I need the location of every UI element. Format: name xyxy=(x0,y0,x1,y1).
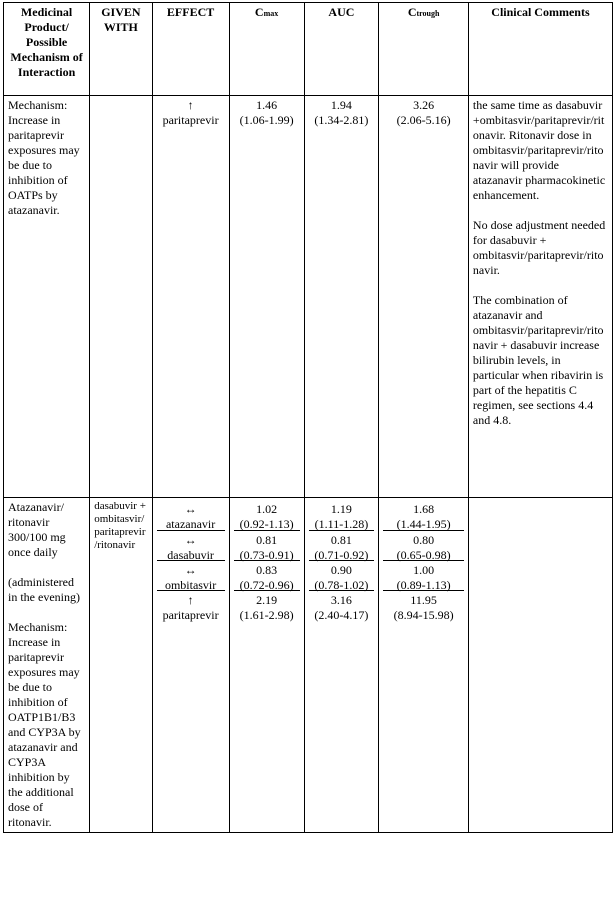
row2-effect-column xyxy=(152,498,229,833)
row2-cmax-dasabuvir xyxy=(234,530,300,560)
ctrough-ci: (0.65-0.98) xyxy=(396,548,451,562)
auc-ci: (0.71-0.92) xyxy=(314,548,369,562)
row2-effect-paritaprevir xyxy=(157,590,225,625)
row1-ctrough-value: 3.26 xyxy=(413,98,435,112)
header-cmax-main: C xyxy=(254,5,264,19)
ctrough-value: 11.95 xyxy=(410,593,437,607)
row1-auc-ci: (1.34-2.81) xyxy=(314,113,369,127)
row2-cmax-column xyxy=(229,498,304,833)
row2-auc-dasabuvir xyxy=(309,530,375,560)
auc-ci: (2.40-4.17) xyxy=(314,608,369,622)
table-row xyxy=(4,498,613,833)
row1-given-with xyxy=(90,96,152,498)
header-ctrough-sub: trough xyxy=(416,9,440,18)
header-effect: EFFECT xyxy=(152,3,229,96)
row2-product xyxy=(4,498,90,833)
header-auc: AUC xyxy=(304,3,379,96)
effect-drug: atazanavir xyxy=(165,517,216,531)
row2-effect-ombitasvir xyxy=(157,560,225,590)
row2-cmax-atazanavir xyxy=(234,500,300,530)
row1-effect-arrow: ↑ xyxy=(187,98,194,112)
row2-given-with: dasabuvir + ombitasvir/paritaprevir/ritonavir xyxy=(90,498,152,833)
header-given-with: GIVEN WITH xyxy=(90,3,152,96)
row1-ctrough-ci: (2.06-5.16) xyxy=(396,113,451,127)
row2-mechanism: Mechanism: Increase in paritaprevir exposures may be due to inhibition of OATP1B1/B3 and CYP3A by atazanavir and CYP3A inhibition by the additional dose of ritonavir. xyxy=(8,620,81,829)
header-ctrough-main: C xyxy=(407,5,417,19)
cmax-ci: (0.92-1.13) xyxy=(239,517,294,531)
auc-ci: (0.78-1.02) xyxy=(314,578,369,592)
effect-drug: dasabuvir xyxy=(167,548,214,562)
row1-cmax xyxy=(229,96,304,498)
row1-effect xyxy=(152,96,229,498)
header-medicinal-product: Medicinal Product/ Possible Mechanism of Interaction xyxy=(4,3,90,96)
effect-arrow: ↔ xyxy=(184,533,197,547)
row1-comment-3: The combination of atazanavir and ombitasvir/paritaprevir/ritonavir + dasabuvir increase bilirubin levels, in particular when ribavirin is part of the hepatitis C regimen, see sections 4.4 and 4.8. xyxy=(472,293,604,427)
cmax-value: 0.81 xyxy=(256,533,278,547)
row2-ctrough-ombitasvir xyxy=(383,560,464,590)
cmax-value: 2.19 xyxy=(256,593,278,607)
row2-auc-paritaprevir xyxy=(309,590,375,625)
row2-clinical-comments xyxy=(468,498,612,833)
effect-arrow: ↑ xyxy=(187,593,194,607)
row2-auc-column xyxy=(304,498,379,833)
ctrough-value: 1.00 xyxy=(413,563,435,577)
row2-ctrough-dasabuvir xyxy=(383,530,464,560)
row2-cmax-paritaprevir xyxy=(234,590,300,625)
row2-product-name: Atazanavir/ ritonavir 300/100 mg once daily xyxy=(8,500,66,559)
cmax-ci: (1.61-2.98) xyxy=(239,608,294,622)
header-ctrough xyxy=(379,3,469,96)
row1-cmax-ci: (1.06-1.99) xyxy=(239,113,294,127)
auc-value: 1.19 xyxy=(330,502,352,516)
row2-ctrough-atazanavir xyxy=(383,500,464,530)
row2-effect-dasabuvir xyxy=(157,530,225,560)
effect-drug: paritaprevir xyxy=(162,608,219,622)
ctrough-ci: (8.94-15.98) xyxy=(393,608,454,622)
auc-value: 3.16 xyxy=(330,593,352,607)
row1-auc xyxy=(304,96,379,498)
effect-drug: ombitasvir xyxy=(164,578,217,592)
ctrough-value: 1.68 xyxy=(413,502,435,516)
row2-auc-ombitasvir xyxy=(309,560,375,590)
header-cmax xyxy=(229,3,304,96)
table-row xyxy=(4,96,613,498)
effect-arrow: ↔ xyxy=(184,502,197,516)
cmax-value: 1.02 xyxy=(256,502,278,516)
row1-clinical-comments xyxy=(468,96,612,498)
row2-cmax-ombitasvir xyxy=(234,560,300,590)
ctrough-ci: (1.44-1.95) xyxy=(396,517,451,531)
auc-value: 0.81 xyxy=(330,533,352,547)
row2-auc-atazanavir xyxy=(309,500,375,530)
row1-ctrough xyxy=(379,96,469,498)
cmax-ci: (0.73-0.91) xyxy=(239,548,294,562)
row1-comment-1: the same time as dasabuvir +ombitasvir/paritaprevir/ritonavir. Ritonavir dose in ombitasvir/paritaprevir/ritonavir will provide atazanavir pharmacokinetic enhancement. xyxy=(472,98,606,202)
row2-ctrough-column xyxy=(379,498,469,833)
header-cmax-sub: max xyxy=(263,9,279,18)
row1-effect-drug: paritaprevir xyxy=(162,113,219,127)
ctrough-value: 0.80 xyxy=(413,533,435,547)
row1-cmax-value: 1.46 xyxy=(256,98,278,112)
ctrough-ci: (0.89-1.13) xyxy=(396,578,451,592)
auc-value: 0.90 xyxy=(330,563,352,577)
row2-ctrough-paritaprevir xyxy=(383,590,464,625)
header-clinical-comments: Clinical Comments xyxy=(468,3,612,96)
row1-comment-2: No dose adjustment needed for dasabuvir + ombitasvir/paritaprevir/ritonavir. xyxy=(472,218,606,277)
auc-ci: (1.11-1.28) xyxy=(314,517,369,531)
header-row xyxy=(4,3,613,96)
row2-administration: (administered in the evening) xyxy=(8,575,80,604)
row2-effect-atazanavir xyxy=(157,500,225,530)
cmax-value: 0.83 xyxy=(256,563,278,577)
cmax-ci: (0.72-0.96) xyxy=(239,578,294,592)
row1-mechanism: Mechanism: Increase in paritaprevir exposures may be due to inhibition of OATPs by atazanavir. xyxy=(4,96,90,498)
effect-arrow: ↔ xyxy=(184,563,197,577)
interaction-table xyxy=(3,2,613,833)
row1-auc-value: 1.94 xyxy=(330,98,352,112)
